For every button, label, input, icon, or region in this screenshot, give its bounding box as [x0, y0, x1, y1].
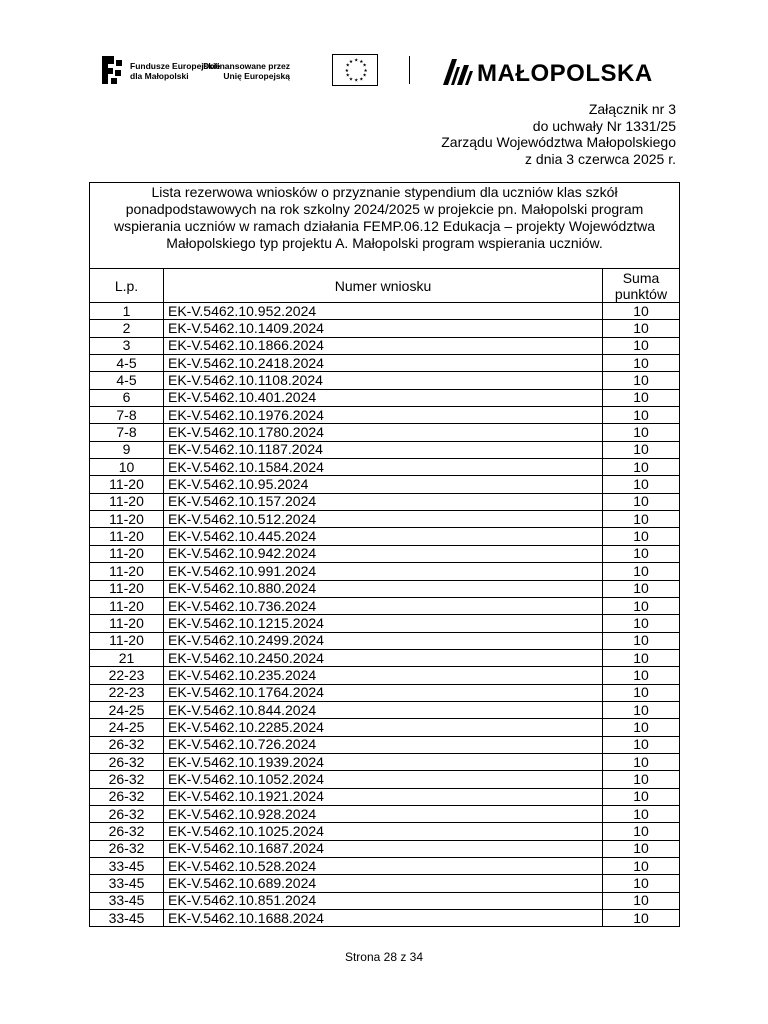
annex-board: Zarządu Województwa Małopolskiego	[441, 134, 676, 150]
cell-lp: 11-20	[90, 545, 164, 562]
cell-lp: 24-25	[90, 701, 164, 718]
svg-text:★: ★	[354, 58, 359, 64]
column-header-points-line-2: punktów	[614, 285, 668, 302]
table-row	[90, 493, 680, 510]
svg-text:★: ★	[348, 59, 354, 65]
cell-number: EK-V.5462.10.512.2024	[164, 511, 603, 528]
column-header-points-line-1: Suma	[622, 269, 660, 286]
cell-number: EK-V.5462.10.157.2024	[164, 493, 603, 510]
cell-number: EK-V.5462.10.1976.2024	[164, 407, 603, 424]
table-row	[90, 892, 680, 909]
cell-number: EK-V.5462.10.726.2024	[164, 736, 603, 753]
table-row	[90, 875, 680, 892]
annex-number: Załącznik nr 3	[588, 101, 676, 117]
table-row	[90, 667, 680, 684]
table-row	[90, 858, 680, 875]
cell-points: 10	[603, 788, 680, 805]
table-row	[90, 788, 680, 805]
cell-lp: 11-20	[90, 580, 164, 597]
cell-lp: 11-20	[90, 493, 164, 510]
table-row	[90, 407, 680, 424]
svg-text:★: ★	[344, 68, 349, 74]
cell-points: 10	[603, 476, 680, 493]
column-header-points	[603, 269, 680, 303]
cell-number: EK-V.5462.10.1780.2024	[164, 424, 603, 441]
cell-number: EK-V.5462.10.1409.2024	[164, 320, 603, 337]
cell-number: EK-V.5462.10.851.2024	[164, 892, 603, 909]
cell-lp: 11-20	[90, 511, 164, 528]
cell-points: 10	[603, 805, 680, 822]
cell-number: EK-V.5462.10.1866.2024	[164, 337, 603, 354]
cell-points: 10	[603, 493, 680, 510]
table-row	[90, 719, 680, 736]
cell-lp: 7-8	[90, 424, 164, 441]
svg-text:★: ★	[359, 59, 364, 65]
table-row	[90, 840, 680, 857]
fe-logo-line-1: Fundusze Europejskie	[130, 61, 221, 71]
svg-text:★: ★	[354, 78, 359, 84]
cell-lp: 3	[90, 337, 164, 354]
cell-lp: 21	[90, 649, 164, 666]
cell-points: 10	[603, 667, 680, 684]
cell-number: EK-V.5462.10.1187.2024	[164, 441, 603, 458]
cell-points: 10	[603, 684, 680, 701]
cell-lp: 9	[90, 441, 164, 458]
cell-lp: 26-32	[90, 771, 164, 788]
cell-lp: 11-20	[90, 632, 164, 649]
cell-lp: 4-5	[90, 372, 164, 389]
column-header-number: Numer wniosku	[164, 269, 603, 303]
table-row	[90, 320, 680, 337]
cell-number: EK-V.5462.10.1688.2024	[164, 910, 603, 927]
table-row	[90, 372, 680, 389]
cell-points: 10	[603, 910, 680, 927]
page-number: Strona 28 z 34	[344, 950, 424, 964]
svg-text:★: ★	[359, 77, 364, 83]
cell-lp: 33-45	[90, 858, 164, 875]
cell-number: EK-V.5462.10.991.2024	[164, 563, 603, 580]
cell-points: 10	[603, 580, 680, 597]
cell-lp: 7-8	[90, 407, 164, 424]
cell-points: 10	[603, 840, 680, 857]
logo-separator	[409, 56, 410, 84]
cell-number: EK-V.5462.10.1687.2024	[164, 840, 603, 857]
table-row	[90, 389, 680, 406]
column-header-lp: L.p.	[90, 269, 164, 303]
svg-text:★: ★	[362, 63, 367, 69]
table-row	[90, 528, 680, 545]
cell-points: 10	[603, 719, 680, 736]
cell-number: EK-V.5462.10.235.2024	[164, 667, 603, 684]
cell-number: EK-V.5462.10.1052.2024	[164, 771, 603, 788]
table-row	[90, 303, 680, 320]
cell-lp: 11-20	[90, 615, 164, 632]
cell-number: EK-V.5462.10.689.2024	[164, 875, 603, 892]
cell-points: 10	[603, 528, 680, 545]
reserve-list-table	[89, 182, 680, 927]
table-row	[90, 753, 680, 770]
svg-text:★: ★	[348, 77, 354, 83]
table-row	[90, 805, 680, 822]
table-row	[90, 563, 680, 580]
cell-number: EK-V.5462.10.2285.2024	[164, 719, 603, 736]
cell-points: 10	[603, 649, 680, 666]
cell-points: 10	[603, 858, 680, 875]
table-header-row	[90, 269, 680, 303]
cell-points: 10	[603, 701, 680, 718]
cell-lp: 4-5	[90, 355, 164, 372]
cell-lp: 26-32	[90, 753, 164, 770]
cell-points: 10	[603, 389, 680, 406]
cell-number: EK-V.5462.10.880.2024	[164, 580, 603, 597]
cell-points: 10	[603, 441, 680, 458]
cell-points: 10	[603, 511, 680, 528]
table-body	[90, 303, 680, 927]
cell-lp: 2	[90, 320, 164, 337]
cell-points: 10	[603, 355, 680, 372]
cell-lp: 26-32	[90, 840, 164, 857]
cell-lp: 11-20	[90, 476, 164, 493]
table-row	[90, 649, 680, 666]
table-row	[90, 424, 680, 441]
cell-number: EK-V.5462.10.736.2024	[164, 597, 603, 614]
annex-header	[441, 101, 676, 167]
cell-number: EK-V.5462.10.445.2024	[164, 528, 603, 545]
cell-number: EK-V.5462.10.1939.2024	[164, 753, 603, 770]
svg-text:★: ★	[345, 63, 350, 69]
svg-text:★: ★	[363, 68, 368, 74]
cell-points: 10	[603, 615, 680, 632]
annex-date: z dnia 3 czerwca 2025 r.	[525, 150, 676, 167]
fe-logo-icon	[100, 54, 124, 86]
eu-flag-icon	[332, 54, 378, 86]
cell-number: EK-V.5462.10.1764.2024	[164, 684, 603, 701]
cell-number: EK-V.5462.10.528.2024	[164, 858, 603, 875]
cell-number: EK-V.5462.10.401.2024	[164, 389, 603, 406]
cell-points: 10	[603, 459, 680, 476]
cell-lp: 24-25	[90, 719, 164, 736]
table-row	[90, 441, 680, 458]
cell-number: EK-V.5462.10.928.2024	[164, 805, 603, 822]
cell-lp: 11-20	[90, 563, 164, 580]
cell-points: 10	[603, 823, 680, 840]
eu-funding-text	[200, 61, 290, 81]
table-row	[90, 355, 680, 372]
cell-points: 10	[603, 771, 680, 788]
cell-points: 10	[603, 736, 680, 753]
table-caption: Lista rezerwowa wniosków o przyznanie stypendium dla uczniów klas szkół ponadpodstawowych na rok szkolny 2024/2025 w projekcie pn. Małopolski program wspierania uczniów w ramach działania FEMP.06.12 Edukacja – projekty Województwa Małopolskiego typ projektu A. Małopolski program wspierania uczniów.	[90, 183, 680, 269]
cell-number: EK-V.5462.10.1025.2024	[164, 823, 603, 840]
header-logos	[100, 50, 672, 94]
table-row	[90, 476, 680, 493]
cell-number: EK-V.5462.10.1584.2024	[164, 459, 603, 476]
cell-lp: 33-45	[90, 875, 164, 892]
cell-number: EK-V.5462.10.1108.2024	[164, 372, 603, 389]
cell-number: EK-V.5462.10.95.2024	[164, 476, 603, 493]
svg-text:★: ★	[362, 73, 367, 79]
cell-lp: 11-20	[90, 597, 164, 614]
cell-points: 10	[603, 337, 680, 354]
table-row	[90, 545, 680, 562]
cell-number: EK-V.5462.10.2499.2024	[164, 632, 603, 649]
table-row	[90, 684, 680, 701]
table-row	[90, 615, 680, 632]
table-row	[90, 736, 680, 753]
cell-lp: 33-45	[90, 910, 164, 927]
cell-lp: 26-32	[90, 788, 164, 805]
cell-points: 10	[603, 424, 680, 441]
table-row	[90, 597, 680, 614]
cell-lp: 26-32	[90, 823, 164, 840]
cell-points: 10	[603, 563, 680, 580]
cell-lp: 22-23	[90, 667, 164, 684]
annex-resolution: do uchwały Nr 1331/25	[532, 117, 676, 134]
cell-points: 10	[603, 632, 680, 649]
table-row	[90, 337, 680, 354]
cell-points: 10	[603, 407, 680, 424]
table-row	[90, 823, 680, 840]
eu-funding-line-2: Unię Europejską	[223, 71, 290, 81]
table-row	[90, 910, 680, 927]
table-row	[90, 580, 680, 597]
malopolska-wordmark: MAŁOPOLSKA	[477, 60, 653, 87]
malopolska-logo-icon	[443, 59, 473, 85]
table-row	[90, 771, 680, 788]
cell-lp: 33-45	[90, 892, 164, 909]
fe-logo-line-2: dla Małopolski	[130, 71, 189, 81]
cell-number: EK-V.5462.10.942.2024	[164, 545, 603, 562]
cell-number: EK-V.5462.10.844.2024	[164, 701, 603, 718]
cell-lp: 1	[90, 303, 164, 320]
cell-points: 10	[603, 597, 680, 614]
cell-lp: 10	[90, 459, 164, 476]
cell-number: EK-V.5462.10.952.2024	[164, 303, 603, 320]
table-row	[90, 632, 680, 649]
cell-number: EK-V.5462.10.1921.2024	[164, 788, 603, 805]
cell-points: 10	[603, 875, 680, 892]
cell-number: EK-V.5462.10.2418.2024	[164, 355, 603, 372]
cell-lp: 26-32	[90, 805, 164, 822]
cell-points: 10	[603, 372, 680, 389]
cell-points: 10	[603, 545, 680, 562]
cell-points: 10	[603, 320, 680, 337]
cell-points: 10	[603, 303, 680, 320]
cell-lp: 26-32	[90, 736, 164, 753]
cell-points: 10	[603, 892, 680, 909]
cell-lp: 6	[90, 389, 164, 406]
cell-lp: 11-20	[90, 528, 164, 545]
cell-points: 10	[603, 753, 680, 770]
table-row	[90, 459, 680, 476]
table-row	[90, 511, 680, 528]
cell-lp: 22-23	[90, 684, 164, 701]
table-row	[90, 701, 680, 718]
eu-funding-line-1: Dofinansowane przez	[203, 61, 290, 71]
cell-number: EK-V.5462.10.1215.2024	[164, 615, 603, 632]
svg-text:★: ★	[345, 73, 350, 79]
cell-number: EK-V.5462.10.2450.2024	[164, 649, 603, 666]
